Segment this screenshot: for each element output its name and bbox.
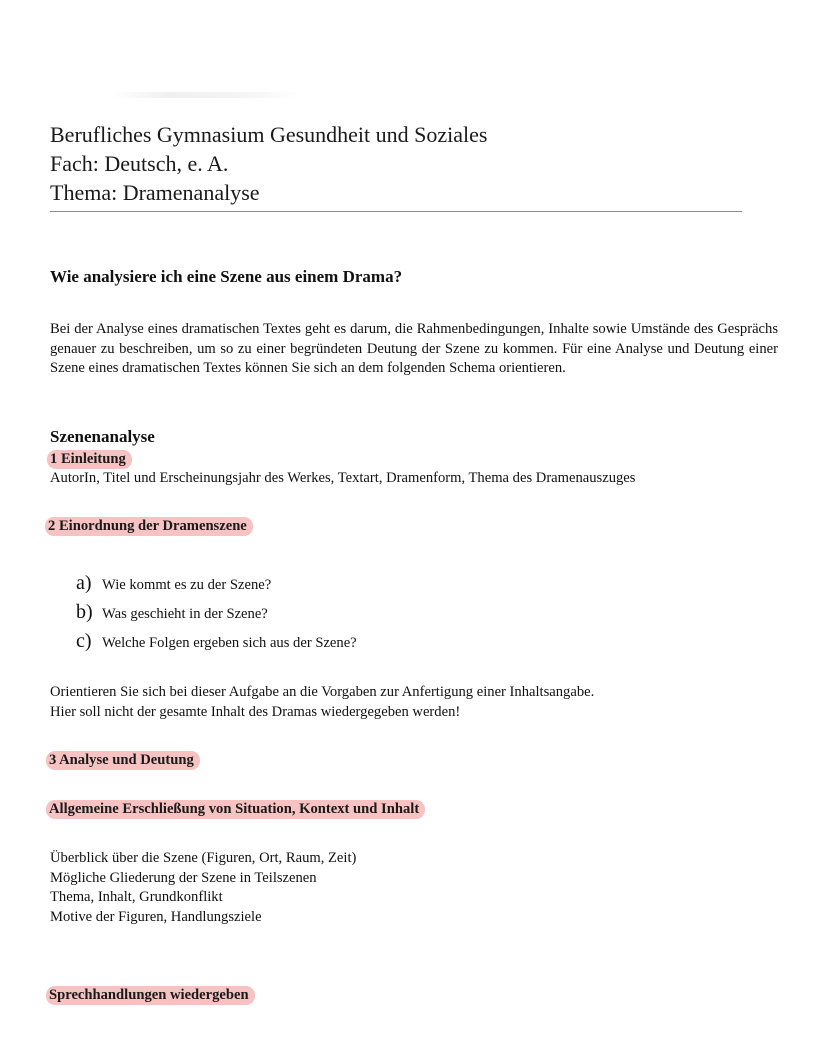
question-text: Wie kommt es zu der Szene? <box>102 577 272 593</box>
situation-context-list <box>50 849 356 927</box>
scene-analysis-heading: Szenenanalyse <box>50 427 155 446</box>
question-letter: b) <box>76 601 93 623</box>
document-header <box>50 120 742 207</box>
list-item <box>76 572 357 601</box>
question-text: Was geschieht in der Szene? <box>102 606 268 622</box>
section-1-heading: 1 Einleitung <box>47 450 132 469</box>
note-line: Orientieren Sie sich bei dieser Aufgabe an die Vorgaben zur Anfertigung einer Inhaltsangabe. <box>50 684 595 700</box>
situation-context-heading: Allgemeine Erschließung von Situation, Kontext und Inhalt <box>46 800 425 819</box>
list-item: Motive der Figuren, Handlungsziele <box>50 908 262 925</box>
list-item: Mögliche Gliederung der Szene in Teilszenen <box>50 869 317 886</box>
list-item: Thema, Inhalt, Grundkonflikt <box>50 889 223 905</box>
header-topic: Thema: Dramenanalyse <box>50 180 260 205</box>
list-item: Überblick über die Szene (Figuren, Ort, Raum, Zeit) <box>50 850 357 866</box>
section-1-text: AutorIn, Titel und Erscheinungsjahr des Werkes, Textart, Dramenform, Thema des Dramenauszuges <box>50 470 636 486</box>
question-text: Welche Folgen ergeben sich aus der Szene? <box>102 635 357 651</box>
page-title: Wie analysiere ich eine Szene aus einem Drama? <box>50 267 403 286</box>
question-letter: a) <box>76 572 92 594</box>
header-subject: Fach: Deutsch, e. A. <box>50 151 229 176</box>
question-list <box>76 572 357 659</box>
section-2-heading: 2 Einordnung der Dramenszene <box>45 517 253 536</box>
scan-artifact <box>112 92 302 98</box>
intro-paragraph: Bei der Analyse eines dramatischen Textes geht es darum, die Rahmenbedingungen, Inhalte sowie Umstände des Gesprächs genauer zu beschreiben, um so zu einer begründeten Deutung der Szene zu kommen. Für eine Analyse und Deutung einer Szene eines dramatischen Textes können Sie sich an dem folgenden Schema orientieren. <box>50 321 778 376</box>
speech-acts-heading: Sprechhandlungen wiedergeben <box>46 986 255 1005</box>
section-2-notes <box>50 683 594 722</box>
header-school: Berufliches Gymnasium Gesundheit und Soziales <box>50 122 488 147</box>
question-letter: c) <box>76 630 92 652</box>
note-line: Hier soll nicht der gesamte Inhalt des Dramas wiedergegeben werden! <box>50 703 461 720</box>
section-3-heading: 3 Analyse und Deutung <box>46 751 200 770</box>
header-divider <box>50 211 742 212</box>
list-item <box>76 601 357 630</box>
list-item <box>76 630 357 659</box>
